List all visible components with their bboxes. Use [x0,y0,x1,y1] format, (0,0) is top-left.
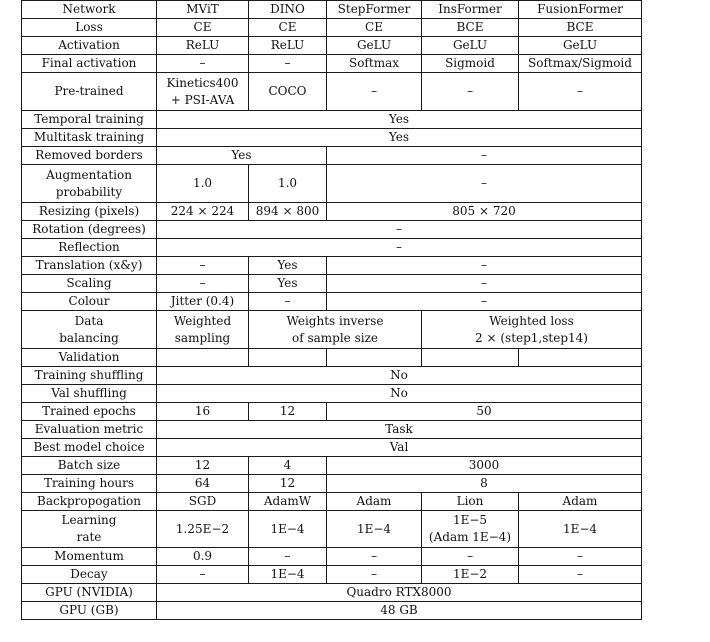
row-label: Multitask training [22,129,157,147]
cell: Adam [519,493,642,511]
cell: Val [157,439,642,457]
label-line: rate [76,530,102,544]
cell: 16 [157,403,249,421]
cell: – [157,566,249,584]
row-label: Rotation (degrees) [22,221,157,239]
cell: – [157,221,642,239]
cell: Quadro RTX8000 [157,584,642,602]
cell: – [422,73,519,111]
row-label: Resizing (pixels) [22,203,157,221]
cell: – [327,548,422,566]
cell: – [249,55,327,73]
table-row [22,147,642,165]
table-row [22,73,642,111]
cell: – [327,147,642,165]
table-row [22,111,642,129]
cell: – [157,55,249,73]
header-stepformer: StepFormer [327,1,422,19]
row-label: Evaluation metric [22,421,157,439]
cell-line: Weights inverse [286,313,384,328]
header-network: Network [22,1,157,19]
label-line: Data [74,313,104,328]
cell: 894 × 800 [249,203,327,221]
table-row [22,602,642,620]
cell: COCO [249,73,327,111]
row-label [22,165,157,203]
cell: – [327,257,642,275]
cell: 12 [249,475,327,493]
cell: Softmax/Sigmoid [519,55,642,73]
table-row [22,19,642,37]
row-label: Pre-trained [22,73,157,111]
header-insformer: InsFormer [422,1,519,19]
table-row [22,55,642,73]
cell: 50 [327,403,642,421]
table-row [22,203,642,221]
row-label: Scaling [22,275,157,293]
cell-line: sampling [174,330,231,345]
cell: No [157,367,642,385]
cell: 1E−2 [422,566,519,584]
cell [249,311,422,349]
row-label: Final activation [22,55,157,73]
table-row [22,475,642,493]
cell: GeLU [327,37,422,55]
label-line: Augmentation [46,167,132,182]
cell: SGD [157,493,249,511]
row-label: Training shuffling [22,367,157,385]
table-row [22,239,642,257]
row-label [22,511,157,548]
table-row [22,403,642,421]
row-label: GPU (NVIDIA) [22,584,157,602]
hyperparameter-table [21,0,642,620]
table-row [22,584,642,602]
cell: – [327,73,422,111]
cell [157,349,249,367]
cell: 1.0 [157,165,249,203]
table-row [22,37,642,55]
cell [327,349,422,367]
table-row [22,385,642,403]
cell: 64 [157,475,249,493]
table-row [22,1,642,19]
cell: Yes [157,129,642,147]
cell [157,311,249,349]
cell: ReLU [157,37,249,55]
row-label: Temporal training [22,111,157,129]
table-row [22,275,642,293]
header-fusionformer: FusionFormer [519,1,642,19]
cell: – [157,275,249,293]
cell: CE [249,19,327,37]
cell: CE [157,19,249,37]
cell: – [519,73,642,111]
cell: Task [157,421,642,439]
cell: 1E−4 [249,511,327,548]
cell: 0.9 [157,548,249,566]
row-label: Activation [22,37,157,55]
table-row [22,421,642,439]
cell: – [249,548,327,566]
cell: No [157,385,642,403]
cell [249,349,327,367]
table-row [22,311,642,349]
cell: 1.25E−2 [157,511,249,548]
cell: 12 [157,457,249,475]
cell: BCE [519,19,642,37]
cell [422,349,519,367]
cell-line: of sample size [291,330,379,345]
cell [157,73,249,111]
cell: ReLU [249,37,327,55]
table-row [22,293,642,311]
row-label: Best model choice [22,439,157,457]
table-row [22,257,642,275]
cell: – [519,566,642,584]
cell: – [249,293,327,311]
table-row [22,349,642,367]
table-row [22,439,642,457]
cell: 1E−4 [519,511,642,548]
header-mvit: MViT [157,1,249,19]
cell: Yes [249,257,327,275]
cell-line: Weighted loss [489,313,574,328]
table-row [22,165,642,203]
cell [422,511,519,548]
table-row [22,548,642,566]
table-row [22,129,642,147]
cell: BCE [422,19,519,37]
cell: – [422,548,519,566]
row-label: Decay [22,566,157,584]
cell: 8 [327,475,642,493]
table-row [22,493,642,511]
label-line: Learning [61,513,117,527]
cell: 224 × 224 [157,203,249,221]
cell: Yes [249,275,327,293]
cell: 1E−4 [249,566,327,584]
cell: – [157,257,249,275]
row-label [22,311,157,349]
row-label: Trained epochs [22,403,157,421]
row-label: Removed borders [22,147,157,165]
cell-line: (Adam 1E−4) [428,530,512,544]
cell: Softmax [327,55,422,73]
row-label: Translation (x&y) [22,257,157,275]
cell: GeLU [422,37,519,55]
table-row [22,457,642,475]
cell: 1E−4 [327,511,422,548]
label-line: balancing [59,330,119,345]
row-label: GPU (GB) [22,602,157,620]
table-row [22,221,642,239]
cell: CE [327,19,422,37]
cell: – [327,566,422,584]
cell: – [327,275,642,293]
cell: Yes [157,111,642,129]
row-label: Loss [22,19,157,37]
cell: AdamW [249,493,327,511]
cell: GeLU [519,37,642,55]
table-row [22,566,642,584]
row-label: Validation [22,349,157,367]
cell: – [327,293,642,311]
cell: 4 [249,457,327,475]
row-label: Colour [22,293,157,311]
cell-line: 1E−5 [452,513,488,527]
label-line: probability [55,184,123,199]
cell: Sigmoid [422,55,519,73]
table-row [22,367,642,385]
cell: 12 [249,403,327,421]
cell-line: 2 × (step1,step14) [475,330,588,345]
cell: 3000 [327,457,642,475]
row-label: Training hours [22,475,157,493]
header-dino: DINO [249,1,327,19]
row-label: Momentum [22,548,157,566]
row-label: Reflection [22,239,157,257]
cell: – [519,548,642,566]
table-row [22,511,642,548]
cell: 1.0 [249,165,327,203]
cell: Jitter (0.4) [157,293,249,311]
hyperparameter-table-container [21,0,642,620]
row-label: Backpropogation [22,493,157,511]
cell: 48 GB [157,602,642,620]
cell: Adam [327,493,422,511]
cell: 805 × 720 [327,203,642,221]
cell-line: + PSI-AVA [170,92,235,107]
cell [422,311,642,349]
cell-line: Kinetics400 [166,75,239,90]
cell: – [327,165,642,203]
row-label: Batch size [22,457,157,475]
cell: Lion [422,493,519,511]
cell [519,349,642,367]
cell-line: Weighted [173,313,232,328]
cell: Yes [157,147,327,165]
row-label: Val shuffling [22,385,157,403]
cell: – [157,239,642,257]
